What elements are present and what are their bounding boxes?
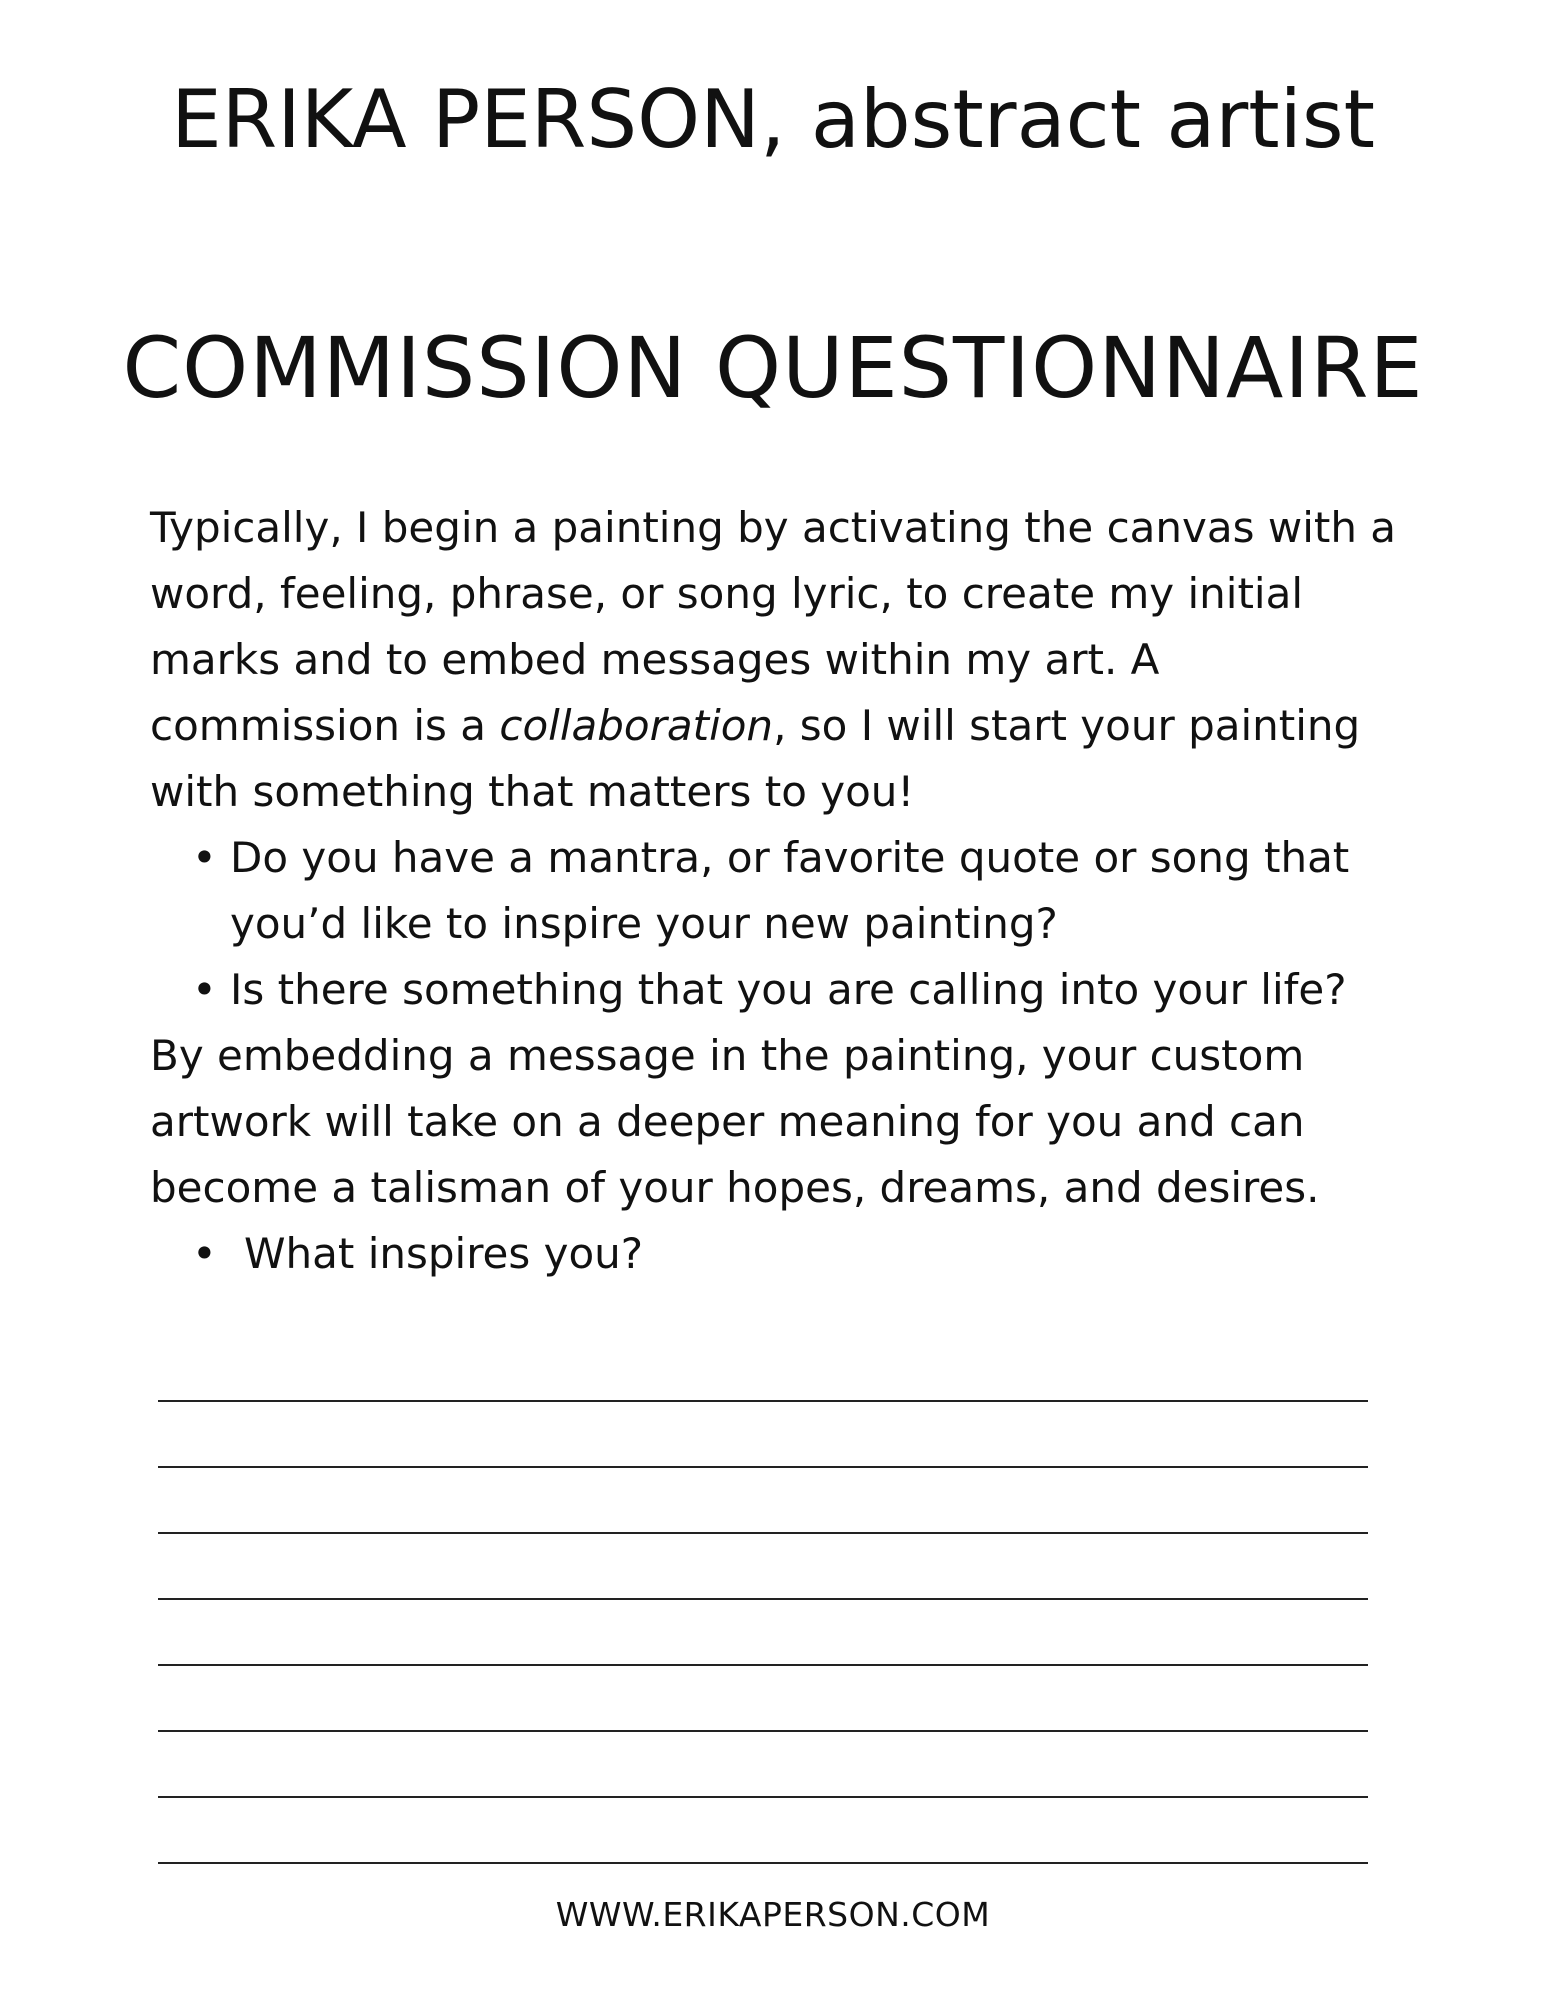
question-list-1 <box>150 825 1400 1023</box>
question-text: Do you have a mantra, or favorite quote or song that you’d like to inspire your new painting? <box>230 833 1350 948</box>
answer-line[interactable] <box>158 1600 1368 1666</box>
intro-paragraph <box>150 495 1400 825</box>
question-item <box>150 1221 1400 1287</box>
bullet-icon: • <box>192 833 217 882</box>
answer-line[interactable] <box>158 1732 1368 1798</box>
answer-line[interactable] <box>158 1666 1368 1732</box>
question-text: Is there something that you are calling into your life? <box>230 965 1347 1014</box>
bullet-icon: • <box>192 1229 217 1278</box>
answer-line[interactable] <box>158 1336 1368 1402</box>
intro-emphasis: collaboration <box>499 701 774 750</box>
answer-lines <box>158 1336 1368 1864</box>
question-item <box>150 825 1400 957</box>
question-list-2 <box>150 1221 1400 1287</box>
intro-text-part1: Typically, I begin a painting by activating the canvas with a word, feeling, phrase, or song lyric, to create my initial marks and to embed messages within my art. A commission is a <box>150 503 1397 750</box>
answer-line[interactable] <box>158 1534 1368 1600</box>
artist-title: ERIKA PERSON, abstract artist <box>171 73 1375 166</box>
intro-text-part2: , so I will start your painting with something that matters to you! <box>150 701 1361 816</box>
questionnaire-title: COMMISSION QUESTIONNAIRE <box>122 319 1424 417</box>
answer-line[interactable] <box>158 1468 1368 1534</box>
question-text: What inspires you? <box>244 1229 644 1278</box>
question-item <box>150 957 1400 1023</box>
website-footer: WWW.ERIKAPERSON.COM <box>555 1895 991 1934</box>
middle-paragraph: By embedding a message in the painting, your custom artwork will take on a deeper meaning for you and can become a talisman of your hopes, dreams, and desires. <box>150 1031 1320 1212</box>
answer-line[interactable] <box>158 1798 1368 1864</box>
answer-line[interactable] <box>158 1402 1368 1468</box>
bullet-icon: • <box>192 965 217 1014</box>
